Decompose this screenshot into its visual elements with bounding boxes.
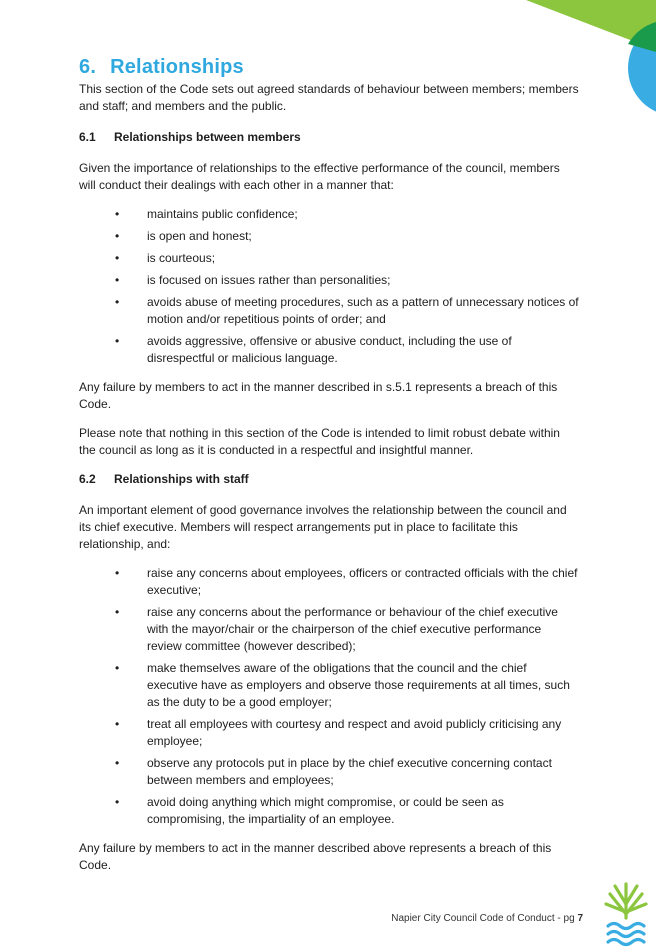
subsection-heading-6-2 [79, 471, 579, 487]
subsection-number: 6.2 [79, 472, 96, 486]
paragraph-lead: Given the importance of relationships to the effective performance of the council, members will conduct their dealings with each other in a manner that: [79, 161, 560, 192]
bullet-icon: • [115, 251, 120, 265]
page-title [79, 56, 244, 79]
list-item-text: avoids aggressive, offensive or abusive conduct, including the use of disrespectful or malicious language. [147, 334, 512, 365]
list-item [79, 565, 579, 599]
bullet-icon: • [115, 605, 120, 619]
section-title: Relationships [110, 56, 244, 78]
footer-text: Napier City Council Code of Conduct - pg [391, 913, 578, 924]
page-number: 7 [577, 913, 583, 924]
list-item-text: make themselves aware of the obligations that the council and the chief executive have as employers and observe those requirements at all times, such as the duty to be a good employer; [147, 661, 570, 709]
paragraph-note: Please note that nothing in this section of the Code is intended to limit robust debate within the council as long as it is conducted in a respectful and insightful manner. [79, 426, 560, 457]
paragraph-breach: Any failure by members to act in the manner described above represents a breach of this Code. [79, 841, 552, 872]
list-item-text: observe any protocols put in place by the chief executive concerning contact between members and employees; [147, 756, 552, 787]
list-item [79, 604, 579, 655]
list-item [79, 272, 579, 289]
bullet-icon: • [115, 756, 120, 770]
bullet-icon: • [115, 795, 120, 809]
bullet-icon: • [115, 717, 120, 731]
subsection-heading-6-1 [79, 129, 579, 145]
list-item-text: avoid doing anything which might compromise, or could be seen as compromising, the impartiality of an employee. [147, 795, 504, 826]
list-item [79, 228, 579, 245]
section-intro: This section of the Code sets out agreed standards of behaviour between members; members and staff; and members and the public. [79, 82, 579, 113]
bullet-icon: • [115, 273, 120, 287]
list-item [79, 206, 579, 223]
list-item [79, 333, 579, 367]
subsection-title: Relationships between members [114, 130, 301, 144]
list-item [79, 660, 579, 711]
list-item-text: maintains public confidence; [147, 207, 298, 221]
paragraph-breach: Any failure by members to act in the manner described in s.5.1 represents a breach of this Code. [79, 380, 558, 411]
list-item-text: is courteous; [147, 251, 216, 265]
list-item-text: treat all employees with courtesy and respect and avoid publicly criticising any employee; [147, 717, 562, 748]
subsection-number: 6.1 [79, 130, 96, 144]
list-item-text: raise any concerns about the performance or behaviour of the chief executive with the mayor/chair or the chairperson of the chief executive performance review committee (however described); [147, 605, 558, 653]
list-item [79, 716, 579, 750]
list-item-text: raise any concerns about employees, officers or contracted officials with the chief executive; [147, 566, 578, 597]
bullet-icon: • [115, 295, 120, 309]
document-body [79, 81, 579, 886]
bullet-icon: • [115, 334, 120, 348]
napier-logo-icon [604, 878, 648, 948]
bullet-icon: • [115, 229, 120, 243]
list-item [79, 250, 579, 267]
list-item [79, 755, 579, 789]
bullet-icon: • [115, 207, 120, 221]
section-number: 6. [79, 56, 97, 78]
bullet-list-members [79, 206, 579, 367]
list-item-text: is focused on issues rather than personalities; [147, 273, 391, 287]
page-footer [391, 913, 583, 924]
list-item [79, 294, 579, 328]
paragraph-lead: An important element of good governance involves the relationship between the council and its chief executive. Members will respect arrangements put in place to facilitate this relationship, and: [79, 503, 567, 551]
list-item-text: is open and honest; [147, 229, 252, 243]
bullet-icon: • [115, 661, 120, 675]
subsection-title: Relationships with staff [114, 472, 249, 486]
bullet-icon: • [115, 566, 120, 580]
list-item-text: avoids abuse of meeting procedures, such as a pattern of unnecessary notices of motion and/or repetitious points of order; and [147, 295, 579, 326]
bullet-list-staff [79, 565, 579, 828]
list-item [79, 794, 579, 828]
